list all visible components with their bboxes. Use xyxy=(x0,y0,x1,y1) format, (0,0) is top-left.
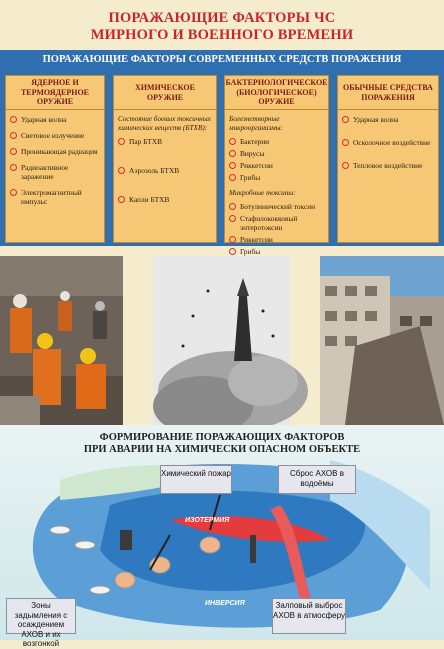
collapsed-building-photo xyxy=(320,256,444,425)
card-chemical xyxy=(113,75,217,243)
bullet-icon xyxy=(229,236,236,243)
diagram-title: ФОРМИРОВАНИЕ ПОРАЖАЮЩИХ ФАКТОРОВ ПРИ АВАРИИ НА ХИМИЧЕСКИ ОПАСНОМ ОБЪЕКТЕ xyxy=(83,432,361,455)
list-item: Пар БТХВ xyxy=(118,137,212,146)
bullet-icon xyxy=(118,138,125,145)
card-conventional xyxy=(337,75,439,243)
title-line-2: МИРНОГО И ВОЕННОГО ВРЕМЕНИ xyxy=(90,27,354,43)
card-subtitle: Микробные токсины: xyxy=(229,189,296,197)
card-subtitle: Болезнетворные микроорганизмы: xyxy=(229,115,283,132)
bullet-icon xyxy=(229,248,236,255)
list-item: Световое излучение xyxy=(10,131,100,140)
bullet-icon xyxy=(229,162,236,169)
list-item: Капли БТХВ xyxy=(118,195,212,204)
water-discharge-callout: Сброс АХОВ в водоёмы xyxy=(278,465,356,494)
list-item: Ботулинический токсин xyxy=(229,202,324,211)
list-item: Вирусы xyxy=(229,149,324,158)
bullet-icon xyxy=(229,138,236,145)
card-heading: ХИМИЧЕСКОЕ ОРУЖИЕ xyxy=(114,76,216,110)
list-item: Аэрозоль БТХВ xyxy=(118,166,212,175)
rescue-workers-photo xyxy=(0,256,123,425)
list-item: Бактерии xyxy=(229,137,324,146)
bullet-icon xyxy=(342,139,349,146)
list-item: Проникающая радиация xyxy=(10,147,100,156)
bullet-icon xyxy=(229,203,236,210)
list-item: Ударная волна xyxy=(342,115,434,124)
list-item: Риккетсии xyxy=(229,161,324,170)
title-line-1: ПОРАЖАЮЩИЕ ФАКТОРЫ ЧС xyxy=(108,10,336,26)
bullet-icon xyxy=(10,189,17,196)
bullet-icon xyxy=(342,116,349,123)
poster-title xyxy=(0,10,444,44)
list-item: Электромагнитный импульс xyxy=(10,188,100,206)
card-nuclear xyxy=(5,75,105,243)
section-band: ПОРАЖАЮЩИЕ ФАКТОРЫ СОВРЕМЕННЫХ СРЕДСТВ ПОРАЖЕНИЯ xyxy=(0,50,444,69)
list-item: Ударная волна xyxy=(10,115,100,124)
factors-panel xyxy=(0,69,444,256)
inversion-label: ИНВЕРСИЯ xyxy=(205,600,245,607)
list-item: Риккетсии xyxy=(229,235,324,244)
list-item: Стафилококковый энтеротоксин xyxy=(229,214,324,232)
card-heading: БАКТЕРИОЛОГИЧЕСКОЕ (БИОЛОГИЧЕСКОЕ) ОРУЖИЕ xyxy=(225,76,328,110)
bullet-icon xyxy=(10,148,17,155)
isotherm-label: ИЗОТЕРМИЯ xyxy=(185,517,230,524)
list-item: Грибы xyxy=(229,173,324,182)
bullet-icon xyxy=(229,174,236,181)
card-heading: ЯДЕРНОЕ И ТЕРМОЯДЕРНОЕ ОРУЖИЕ xyxy=(6,76,104,110)
card-subtitle: Состояние боевых токсичных химических веществ (БТХВ): xyxy=(118,115,211,132)
release-callout: Залповый выброс АХОВ в атмосферу xyxy=(272,598,346,634)
list-item: Радиоактивное заражение xyxy=(10,163,100,181)
bullet-icon xyxy=(342,162,349,169)
list-item: Осколочное воздействие xyxy=(342,138,434,147)
bullet-icon xyxy=(118,167,125,174)
bullet-icon xyxy=(10,132,17,139)
list-item: Тепловое воздействие xyxy=(342,161,434,170)
bullet-icon xyxy=(118,196,125,203)
bullet-icon xyxy=(10,164,17,171)
missile-photo xyxy=(153,256,290,425)
bullet-icon xyxy=(229,215,236,222)
card-biological xyxy=(224,75,329,256)
bullet-icon xyxy=(10,116,17,123)
smoke-zones-callout: Зоны задымления с осаждением АХОВ и их возгонкой xyxy=(6,598,76,634)
bullet-icon xyxy=(229,150,236,157)
chemical-fire-callout: Химический пожар xyxy=(160,465,232,494)
card-heading: ОБЫЧНЫЕ СРЕДСТВА ПОРАЖЕНИЯ xyxy=(338,76,438,110)
list-item: Грибы xyxy=(229,247,324,256)
